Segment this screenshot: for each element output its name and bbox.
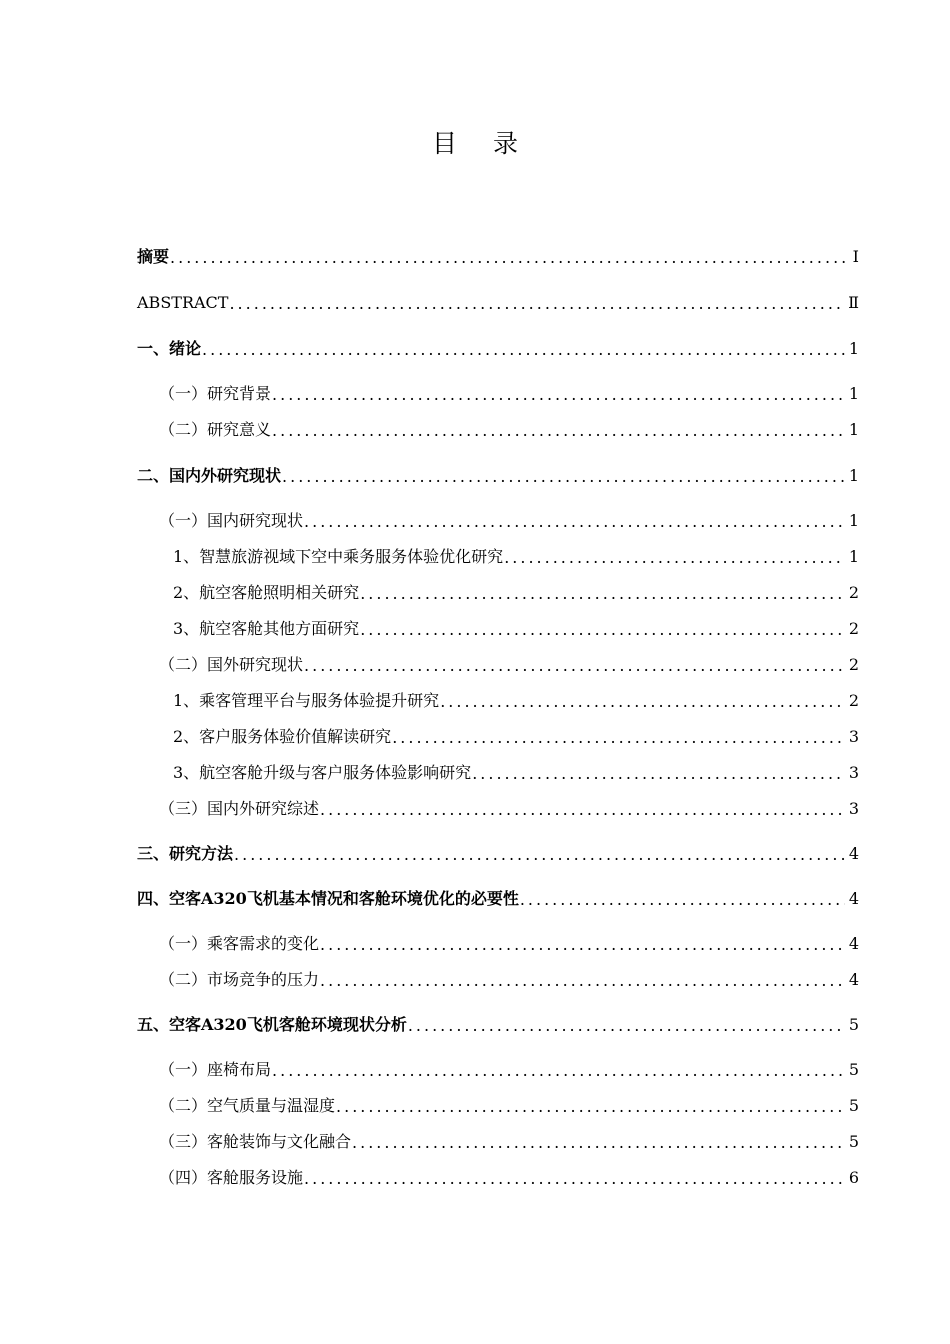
toc-entry-label: （一）研究背景 xyxy=(159,384,272,403)
toc-entry-subsection[interactable] xyxy=(173,722,859,748)
toc-entry-label: 1、智慧旅游视域下空中乘务服务体验优化研究 xyxy=(173,547,504,566)
toc-entry-page: 2 xyxy=(848,691,859,710)
leader-dots xyxy=(408,1016,845,1036)
toc-entry-page: 1 xyxy=(848,466,859,485)
toc-entry-label: 2、航空客舱照明相关研究 xyxy=(173,583,360,602)
leader-dots xyxy=(304,1169,845,1189)
toc-entry-page: 5 xyxy=(848,1132,859,1151)
leader-dots xyxy=(234,845,845,865)
leader-dots xyxy=(392,728,845,748)
toc-entry-label: 1、乘客管理平台与服务体验提升研究 xyxy=(173,691,440,710)
toc-entry-page: Ⅰ xyxy=(852,247,859,266)
leader-dots xyxy=(229,294,844,314)
toc-entry-page: 1 xyxy=(848,384,859,403)
toc-entry-page: 2 xyxy=(848,655,859,674)
toc-entry-label: ABSTRACT xyxy=(137,293,229,312)
leader-dots xyxy=(282,467,845,487)
leader-dots xyxy=(272,1061,845,1081)
leader-dots xyxy=(440,692,845,712)
toc-entry-label: （三）客舱装饰与文化融合 xyxy=(159,1132,352,1151)
leader-dots xyxy=(320,935,845,955)
toc-entry-page: 1 xyxy=(848,511,859,530)
toc-entry-section[interactable] xyxy=(159,965,859,991)
toc-entry-section[interactable] xyxy=(159,506,859,532)
toc-entry-label: （二）市场竞争的压力 xyxy=(159,970,320,989)
leader-dots xyxy=(304,656,845,676)
toc-entry-page: 5 xyxy=(848,1060,859,1079)
leader-dots xyxy=(304,512,845,532)
toc-entry-subsection[interactable] xyxy=(173,578,859,604)
toc-entry-abstract-cn[interactable] xyxy=(137,242,859,268)
leader-dots xyxy=(272,421,845,441)
toc-entry-section[interactable] xyxy=(159,415,859,441)
toc-entry-label: 一、绪论 xyxy=(137,339,202,358)
toc-entry-label: （一）乘客需求的变化 xyxy=(159,934,320,953)
toc-entry-chapter-3[interactable] xyxy=(137,839,859,865)
leader-dots xyxy=(360,620,845,640)
toc-entry-page: 2 xyxy=(848,583,859,602)
toc-entry-section[interactable] xyxy=(159,650,859,676)
toc-entry-label: 二、国内外研究现状 xyxy=(137,466,282,485)
toc-entry-page: 6 xyxy=(848,1168,859,1187)
toc-entry-page: 3 xyxy=(848,799,859,818)
toc-entry-label: 五、空客A320飞机客舱环境现状分析 xyxy=(137,1015,407,1034)
leader-dots xyxy=(336,1097,845,1117)
toc-entry-chapter-5[interactable] xyxy=(137,1010,859,1036)
toc-entry-section[interactable] xyxy=(159,929,859,955)
toc-entry-label: 3、航空客舱升级与客户服务体验影响研究 xyxy=(173,763,472,782)
toc-entry-label: 三、研究方法 xyxy=(137,844,234,863)
toc-entry-subsection[interactable] xyxy=(173,542,859,568)
leader-dots xyxy=(320,971,845,991)
toc-entry-section[interactable] xyxy=(159,1091,859,1117)
leader-dots xyxy=(360,584,845,604)
toc-entry-page: 4 xyxy=(848,970,859,989)
toc-entry-label: 摘要 xyxy=(137,247,170,266)
toc-entry-chapter-2[interactable] xyxy=(137,461,859,487)
toc-entry-page: Ⅱ xyxy=(848,293,859,312)
toc-entry-section[interactable] xyxy=(159,794,859,820)
leader-dots xyxy=(352,1133,845,1153)
toc-entry-section[interactable] xyxy=(159,1127,859,1153)
toc-entry-section[interactable] xyxy=(159,379,859,405)
toc-entry-subsection[interactable] xyxy=(173,614,859,640)
toc-entry-label: 3、航空客舱其他方面研究 xyxy=(173,619,360,638)
page-title: 目 录 xyxy=(432,129,532,158)
toc-entry-label: 2、客户服务体验价值解读研究 xyxy=(173,727,392,746)
leader-dots xyxy=(272,385,845,405)
leader-dots xyxy=(504,548,845,568)
toc-entry-label: （二）研究意义 xyxy=(159,420,272,439)
leader-dots xyxy=(320,800,845,820)
toc-entry-label: （一）国内研究现状 xyxy=(159,511,304,530)
toc-entry-label: （一）座椅布局 xyxy=(159,1060,272,1079)
toc-entry-page: 1 xyxy=(848,547,859,566)
toc-entry-label: （二）空气质量与温湿度 xyxy=(159,1096,336,1115)
toc-entry-chapter-4[interactable] xyxy=(137,884,859,910)
toc-entry-label: （三）国内外研究综述 xyxy=(159,799,320,818)
toc-entry-chapter-1[interactable] xyxy=(137,334,859,360)
toc-entry-label: 四、空客A320飞机基本情况和客舱环境优化的必要性 xyxy=(137,889,519,908)
toc-entry-page: 3 xyxy=(848,727,859,746)
leader-dots xyxy=(520,890,845,910)
leader-dots xyxy=(170,248,845,268)
toc-entry-page: 5 xyxy=(848,1096,859,1115)
toc-entry-subsection[interactable] xyxy=(173,758,859,784)
toc-entry-label: （四）客舱服务设施 xyxy=(159,1168,304,1187)
toc-entry-page: 5 xyxy=(848,1015,859,1034)
toc-entry-page: 2 xyxy=(848,619,859,638)
toc-entry-section[interactable] xyxy=(159,1055,859,1081)
toc-entry-page: 1 xyxy=(848,420,859,439)
toc-entry-page: 4 xyxy=(848,844,859,863)
toc-entry-abstract-en[interactable] xyxy=(137,288,859,314)
toc-entry-page: 3 xyxy=(848,763,859,782)
toc-entry-section[interactable] xyxy=(159,1163,859,1189)
leader-dots xyxy=(472,764,845,784)
toc-entry-subsection[interactable] xyxy=(173,686,859,712)
leader-dots xyxy=(202,340,845,360)
toc-entry-page: 1 xyxy=(848,339,859,358)
toc-entry-page: 4 xyxy=(848,934,859,953)
toc-entry-label: （二）国外研究现状 xyxy=(159,655,304,674)
toc-entry-page: 4 xyxy=(848,889,859,908)
